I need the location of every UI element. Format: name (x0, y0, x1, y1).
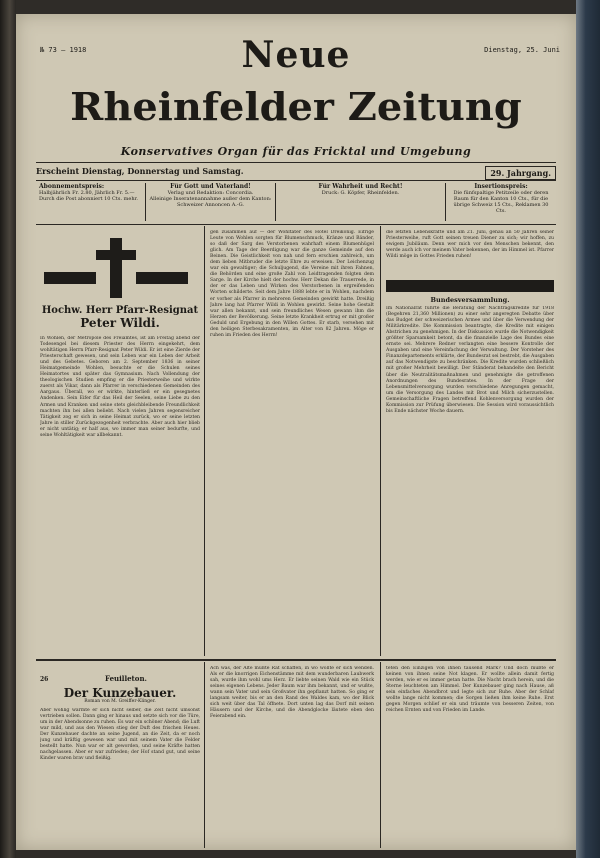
feuilleton-text-col2: Ach was, der Alte müßte Rat schaffen, in wo wollte er sich wenden. Als er die knorrigen Eichenstämme mit dem wunderbaren Laubwerk sah, wurde ihm wohl ums Herz. Er liebte seinen Wald wie ein Stück seines eigenen Lebens. Jeder Baum war ihm bekannt, und er wußte, wann sein Vater und sein Großvater ihn gepflanzt hatten. So ging er langsam weiter, bis er an den Rand des Waldes kam, wo der Blick sich weit über das Tal öffnete. Dort unten lag das Dorf mit seinen Häusern und der Kirche, und die Abendglocke läutete eben den Feierabend ein. (210, 666, 374, 720)
feuilleton-title: Der Kunzebauer. (63, 686, 177, 700)
motto-box (146, 183, 276, 221)
rule (36, 162, 556, 163)
subscription-box (36, 183, 146, 221)
book-cover-edge (576, 0, 600, 858)
insertion-box (446, 183, 556, 221)
feuilleton-text-col3: teten den Einzigen von ihnen tausend Mark? Und doch mußte er keinen von ihnen seine Not klagen. Er wollte allein damit fertig werden, wie er es immer getan hatte. Die Nacht brach herein, und die Sterne leuchteten am Himmel. Der Kunzebauer ging nach Hause, aß sein einfaches Abendbrot und legte sich zur Ruhe. Aber der Schlaf wollte lange nicht kommen; die Sorgen ließen ihm keine Ruhe. Erst gegen Morgen schlief er ein und träumte von besseren Zeiten, von reichen Ernten und von Frieden im Lande. (386, 666, 554, 714)
newspaper-page (16, 14, 576, 850)
insertion-title: Insertionspreis: (474, 183, 528, 190)
right-top-text: die letzten Lebenskräfte und am 21. Juni, genau an 50 Jahren seiner Priesterweihe, ruft Gott seinen treuen Diener zu sich; wir hoffen, zu ewigem Jubiläum. Denn wer mich vor den Menschen bekennt, den werde auch ich vor meinem Vater bekennen, der im Himmel ist. Pfarrer Wildi möge in Gottes Frieden ruhen! (386, 230, 554, 260)
subscription-text: Halbjährlich Fr. 2.80, Jährlich Fr. 5.— Durch die Post abonniert 10 Cts. mehr. (39, 190, 138, 202)
printer-box (276, 183, 446, 221)
mourning-bar (386, 280, 554, 292)
rule (36, 180, 556, 181)
obituary-title-line2: Peter Wildi. (80, 316, 160, 330)
issue-number: № 73 — 1918 (40, 46, 87, 54)
feuilleton-subtitle: Roman von M. Greiffer-Klinger. (84, 699, 156, 704)
volume-badge: 29. Jahrgang. (485, 166, 556, 180)
ads-note: Alleinige Inseratenannahme außer dem Kanton: Schweizer Annoncen A.-G. (149, 196, 272, 208)
middle-column-text: gen zusammen auf — der Wohltäter des Hotel Dreikönig. Eifrige Leute von Wohlen sorgten für Blumenschmuck, Kränze und Bänder, so daß der Sarg des Verstorbenen wahrhaft einem Blumenhügel glich. Am Tage der Beerdigung war die ganze Gemeinde auf den Beinen. Die Geistlichkeit von nah und fern erschien zahlreich, um dem lieben Mitbruder die letzte Ehre zu erweisen. Der Leichenzug war ein gewaltiger; die Schuljugend, die Vereine mit ihren Fahnen, die Behörden und eine große Zahl von Leidtragenden folgten dem Sarge. In der Kirche hielt der hochw. Herr Dekan die Trauerrede, in der er das Leben und Wirken des Verstorbenen in ergreifenden Worten schilderte. Seit dem Jahre 1888 lebte er in Wohlen, nachdem er vorher als Pfarrer in mehreren Gemeinden gewirkt hatte. Dreißig Jahre lang hat Pfarrer Wildi in Wohlen gewirkt. Seine hohe Gestalt war allen bekannt, und sein freundliches Wesen gewann ihm die Herzen der Bevölkerung. Seine letzte Krankheit ertrug er mit großer Geduld und Ergebung in den Willen Gottes. Er starb, versehen mit den heiligen Sterbesakramenten, im Alter von 82 Jahren. Möge er ruhen im Frieden des Herrn! (210, 230, 374, 338)
insertion-text: Die fünfspaltige Petitzeile oder deren Raum für den Kanton 10 Cts., für die übrige Schweiz 15 Cts., Reklamen 30 Cts. (453, 190, 549, 214)
masthead-top: Neue (241, 34, 351, 76)
obituary-heading (40, 304, 200, 330)
feuilleton-label: Feuilleton. (105, 674, 147, 683)
masthead-title: Rheinfelder Zeitung (70, 84, 522, 129)
column-divider (380, 662, 381, 848)
feuilleton-rule (36, 659, 556, 661)
feuilleton-text: Aber wohlig wärmte er sich nicht selber, die Zeit nicht umsonst vertrieben sollen. Dann ging er hinaus und setzte sich vor die Türe, um in der Abendsonne zu ruhen. Es war ein schöner Abend; die Luft war mild, und aus den Wiesen stieg der Duft des frischen Heues. Der Kunzebauer dachte an seine Jugend, an die Zeit, da er noch jung und kräftig gewesen war und mit seinem Vater die Felder bestellt hatte. Nun war er alt geworden, und seine Kräfte hatten nachgelassen. Aber er war zufrieden; der Hof stand gut, und seine Kinder waren brav und fleißig. (40, 708, 200, 762)
feuilleton-page-number: 26 (40, 676, 49, 683)
issue-date: Dienstag, 25. Juni (484, 46, 560, 54)
subscription-title: Abonnementspreis: (39, 183, 105, 190)
book-spine (0, 0, 16, 858)
motto2-text: Für Wahrheit und Recht! (318, 183, 403, 190)
column-divider (204, 662, 205, 848)
info-box-row (36, 183, 556, 223)
obituary-title-line1: Hochw. Herr Pfarr-Resignat (41, 305, 199, 316)
issue-line (36, 166, 556, 176)
rule (36, 224, 556, 225)
bundes-text: Im Nationalrat führte die Beratung der Nachtragskredite für 1918 (Begehren 21,360 Millionen) zu einer sehr angeregten Debatte über das Budget der schweizerischen Armee und über die Verwendung der Militärkredite. Die Kommission beantragte, die Kredite mit einigen Abstrichen zu genehmigen. In der Diskussion wurde die Notwendigkeit größter Sparsamkeit betont, da die finanzielle Lage des Bundes eine ernste sei. Mehrere Redner verlangten eine bessere Kontrolle der Ausgaben und eine Vereinfachung der Verwaltung. Der Vorsteher des Finanzdepartements erklärte, der Bundesrat sei bestrebt, die Ausgaben auf das Notwendigste zu beschränken. Die Kredite wurden schließlich mit großer Mehrheit bewilligt. Der Ständerat behandelte den Bericht über die Neutralitätsmaßnahmen und genehmigte die getroffenen Anordnungen des Bundesrates. In der Frage der Lebensmittelversorgung wurden verschiedene Anregungen gemacht, um die Versorgung des Landes mit Brot und Milch sicherzustellen. Gemeinschaftliche Fragen betreffend Kohlenversorgung wurden der Kommission zur Prüfung überwiesen. Die Session wird voraussichtlich bis Ende nächster Woche dauern. (386, 306, 554, 414)
frequency-text: Erscheint Dienstag, Donnerstag und Samstag. (36, 166, 244, 176)
column-divider (204, 226, 205, 656)
obituary-text: In Wohlen, der Metropole des Freiamtes, ist am Freitag abend der Todesengel bei diesem Priester des Herrn eingekehrt, dem wohltätigen Herrn Pfarr-Resignat Peter Wildi. Er ist eine Zierde der Priesterschaft gewesen, und sein Leben war ein Leben der Arbeit und des Gebetes. Geboren am 2. September 1836 in seiner Heimatgemeinde Wohlen, besuchte er die Schulen seines Heimatortes und später das Gymnasium. Nach Vollendung der theologischen Studien empfing er die Priesterweihe und wirkte zuerst als Vikar, dann als Pfarrer in verschiedenen Gemeinden des Aargaus. Überall, wo er wirkte, hinterließ er ein gesegnetes Andenken. Sein Eifer für das Heil der Seelen, seine Liebe zu den Armen und Kranken und seine stets gleichbleibende Freundlichkeit machten ihn bei allen beliebt. Nach vielen Jahren segensreicher Tätigkeit zog er sich in seine Heimat zurück, wo er seine letzten Jahre in stiller Zurückgezogenheit verbrachte. Aber auch hier blieb er nicht untätig; er half aus, wo immer man seiner bedurfte, und seine Wohltätigkeit war allbekannt. (40, 336, 200, 438)
bundes-title: Bundesversammlung. (430, 296, 510, 304)
masthead-subtitle: Konservatives Organ für das Fricktal und Umgebung (120, 145, 472, 158)
motto-text: Für Gott und Vaterland! (170, 183, 251, 190)
column-divider (380, 226, 381, 656)
printer-text: Druck: G. Köpfer, Rheinfelden. (321, 190, 400, 196)
publisher-text: Verlag und Redaktion: Concordia. (167, 190, 254, 196)
